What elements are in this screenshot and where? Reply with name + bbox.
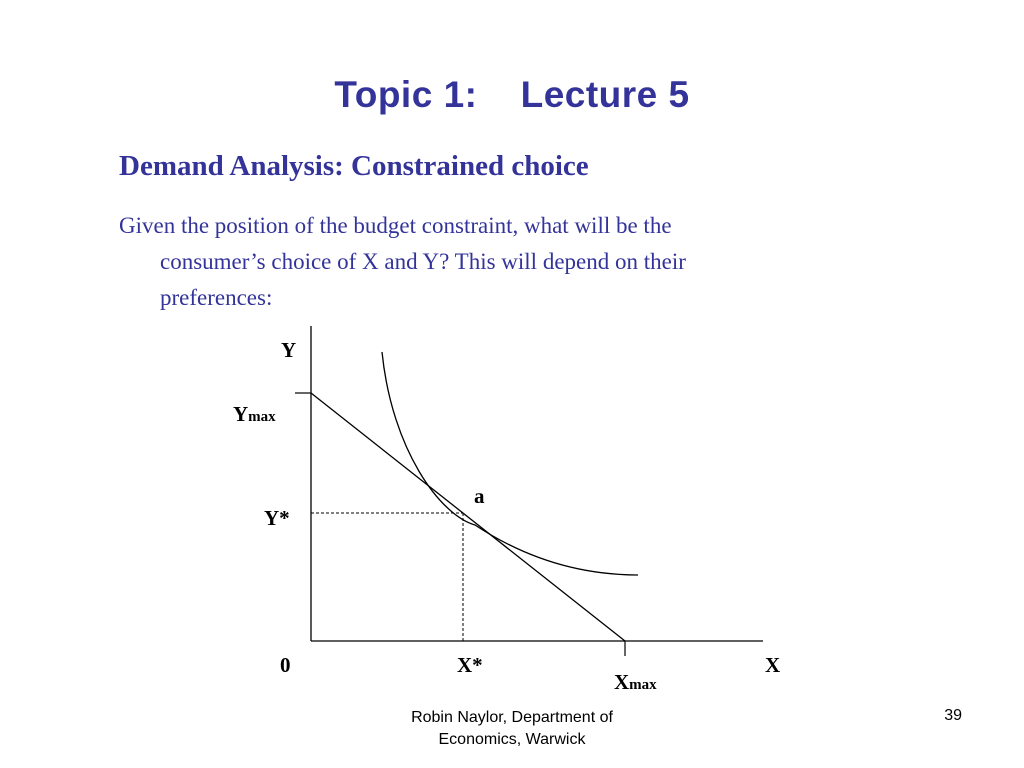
y-axis-label: Y [281, 338, 297, 362]
body-line: consumer’s choice of X and Y? This will depend on their [160, 249, 686, 274]
point-a-label: a [474, 484, 485, 508]
x-axis-label: X [765, 653, 781, 677]
body-line: Given the position of the budget constraint, what will be the [119, 213, 672, 238]
budget-constraint-line [311, 393, 625, 641]
y-max-label [233, 402, 276, 426]
y-max-label-main: Y [233, 402, 249, 426]
x-max-label [614, 670, 657, 694]
page-number: 39 [944, 707, 962, 724]
indifference-curve [382, 352, 638, 575]
x-max-label-sub: max [629, 677, 657, 693]
x-max-label-main: X [614, 670, 630, 694]
footer-author [360, 707, 664, 751]
body-line: preferences: [160, 285, 273, 310]
slide-title: Topic 1: Lecture 5 [334, 74, 690, 115]
y-max-label-sub: max [248, 409, 276, 425]
x-star-label: X* [457, 653, 483, 677]
y-star-label: Y* [264, 506, 290, 530]
origin-label: 0 [280, 653, 291, 677]
footer-line: Robin Naylor, Department of [411, 709, 613, 726]
footer-line: Economics, Warwick [438, 731, 586, 748]
slide-subtitle: Demand Analysis: Constrained choice [119, 150, 589, 182]
